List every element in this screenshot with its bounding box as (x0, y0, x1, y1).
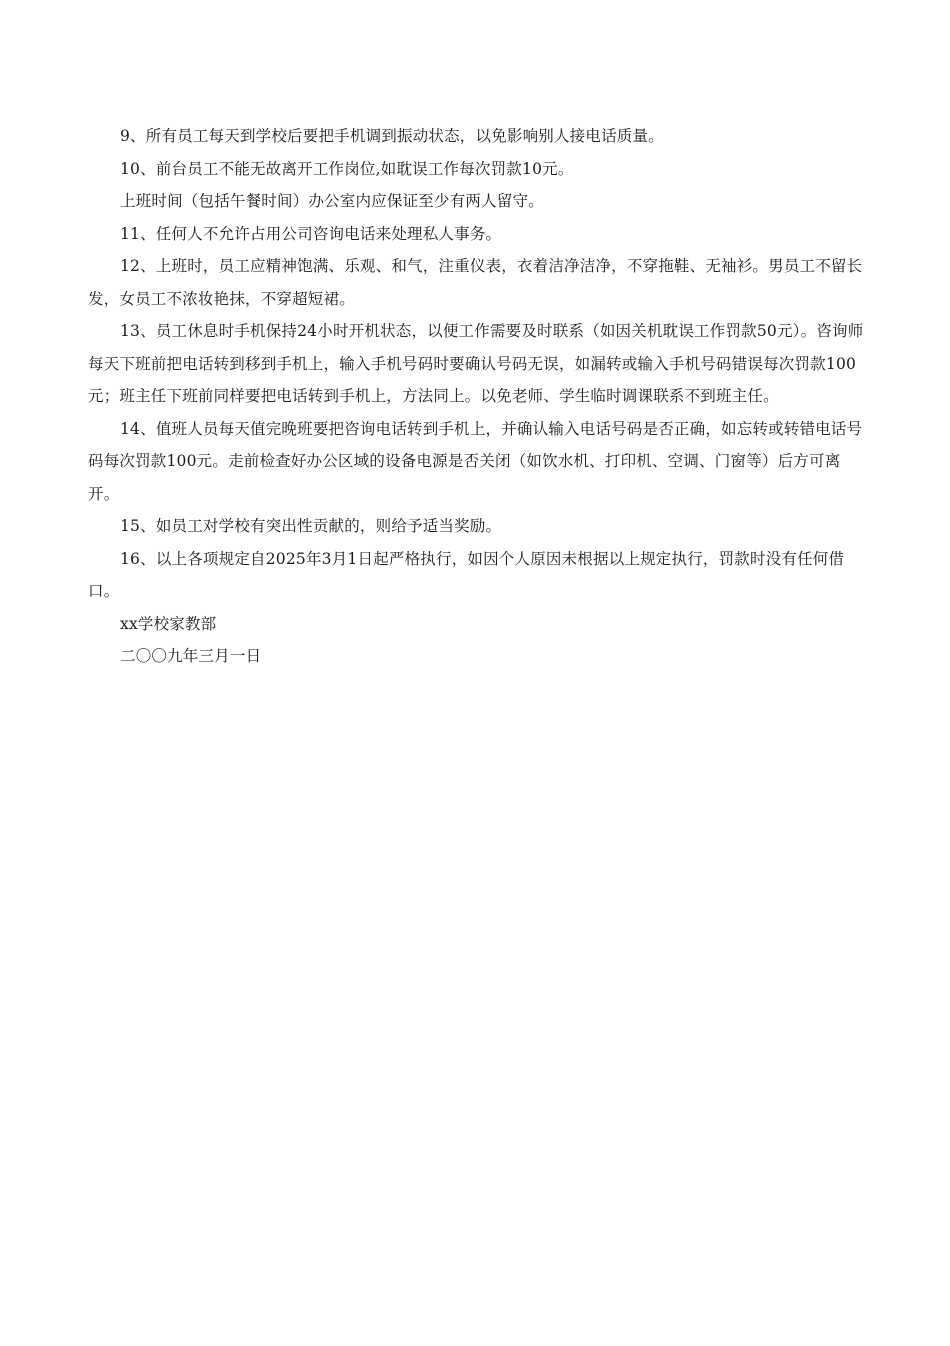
paragraph-rule-9: 9、所有员工每天到学校后要把手机调到振动状态，以免影响别人接电话质量。 (120, 127, 664, 145)
paragraph-rule-16: 16、以上各项规定自2025年3月1日起严格执行，如因个人原因未根据以上规定执行，罚款时没有任何借口。 (88, 549, 845, 600)
paragraph-rule-14: 14、值班人员每天值完晚班要把咨询电话转到手机上，并确认输入电话号码是否正确，如忘转或转错电话号码每次罚款100元。走前检查好办公区域的设备电源是否关闭（如饮水机、打印机、空调、门窗等）后方可离开。 (88, 419, 863, 503)
document-body (88, 120, 868, 673)
paragraph-rule-11: 11、任何人不允许占用公司咨询电话来处理私人事务。 (120, 224, 502, 243)
signature-date: 二〇〇九年三月一日 (120, 647, 262, 665)
paragraph-rule-12: 12、上班时，员工应精神饱满、乐观、和气，注重仪表，衣着洁净洁净，不穿拖鞋、无袖衫。男员工不留长发，女员工不浓妆艳抹，不穿超短裙。 (88, 257, 863, 308)
signature-organization: xx学校家教部 (120, 614, 217, 633)
paragraph-office-hours: 上班时间（包括午餐时间）办公室内应保证至少有两人留守。 (120, 192, 544, 210)
paragraph-rule-13: 13、员工休息时手机保持24小时开机状态，以便工作需要及时联系（如因关机耽误工作罚款50元）。咨询师每天下班前把电话转到移到手机上，输入手机号码时要确认号码无误，如漏转或输入手机号码错误每次罚款100元；班主任下班前同样要把电话转到手机上，方法同上。以免老师、学生临时调课联系不到班主任。 (88, 322, 864, 405)
paragraph-rule-10: 10、前台员工不能无故离开工作岗位,如耽误工作每次罚款10元。 (120, 159, 574, 178)
paragraph-rule-15: 15、如员工对学校有突出性贡献的，则给予适当奖励。 (120, 517, 502, 535)
